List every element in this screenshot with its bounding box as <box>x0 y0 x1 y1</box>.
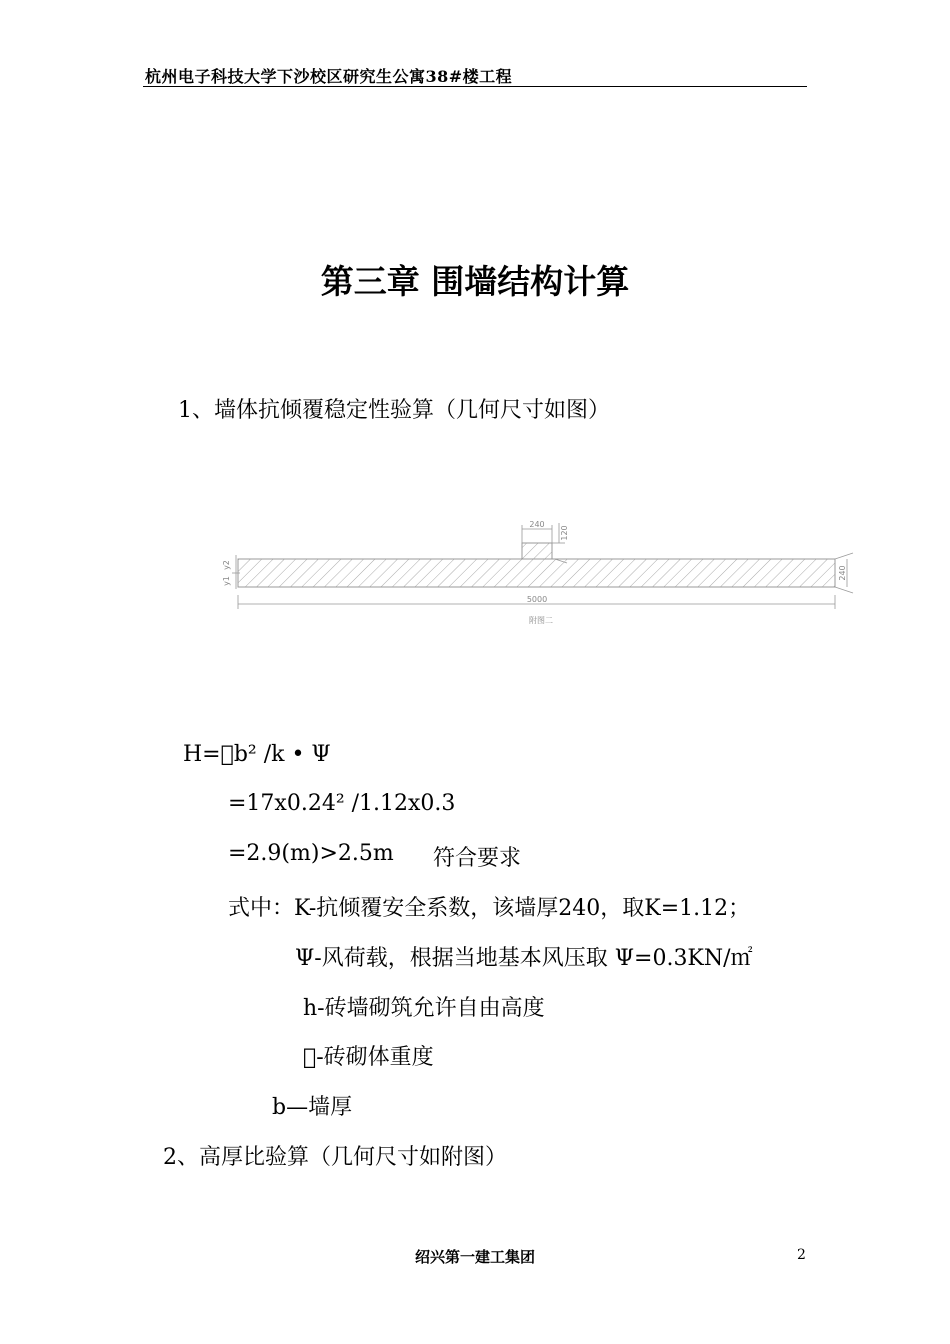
chapter-title: 第三章 围墙结构计算 <box>320 262 630 301</box>
footer-company: 绍兴第一建工集团 <box>414 1248 535 1266</box>
page-number: 2 <box>797 1247 806 1263</box>
figure-caption: 附图二 <box>529 616 553 625</box>
section-1-heading: 1、墙体抗倾覆稳定性验算（几何尺寸如图） <box>178 398 610 423</box>
formula-line-3: =2.9(m)>2.5m <box>228 841 394 866</box>
wall-pier <box>522 543 552 559</box>
header-rule <box>143 86 807 87</box>
formula-line-7:  -砖砌体重度 <box>303 1045 434 1070</box>
dim-top-height: 120 <box>560 525 569 541</box>
formula-line-4: 式中：K-抗倾覆安全系数，该墙厚240，取K=1.12； <box>228 896 751 921</box>
formula-line-8: b—墙厚 <box>272 1095 353 1120</box>
formula-line-1: H= b² /k • Ψ <box>183 742 331 767</box>
formula-line-3-note: 符合要求 <box>433 846 522 871</box>
dim-left-upper: y2 <box>222 560 231 570</box>
wall-body <box>238 559 835 587</box>
formula-line-2: =17x0.24² /1.12x0.3 <box>228 791 456 816</box>
wall-section-figure <box>215 515 875 635</box>
section-2-heading: 2、高厚比验算（几何尺寸如附图） <box>163 1145 507 1170</box>
dim-top-width: 240 <box>529 520 545 529</box>
formula-line-6: h-砖墙砌筑允许自由高度 <box>303 996 545 1021</box>
formula-line-5: Ψ-风荷载，根据当地基本风压取 Ψ=0.3KN/㎡ <box>295 946 753 971</box>
page-header: 杭州电子科技大学下沙校区研究生公寓38#楼工程 <box>145 67 513 86</box>
dim-left-lower: y1 <box>222 576 231 586</box>
dim-bottom: 5000 <box>526 595 548 604</box>
dim-right: 240 <box>838 565 847 581</box>
